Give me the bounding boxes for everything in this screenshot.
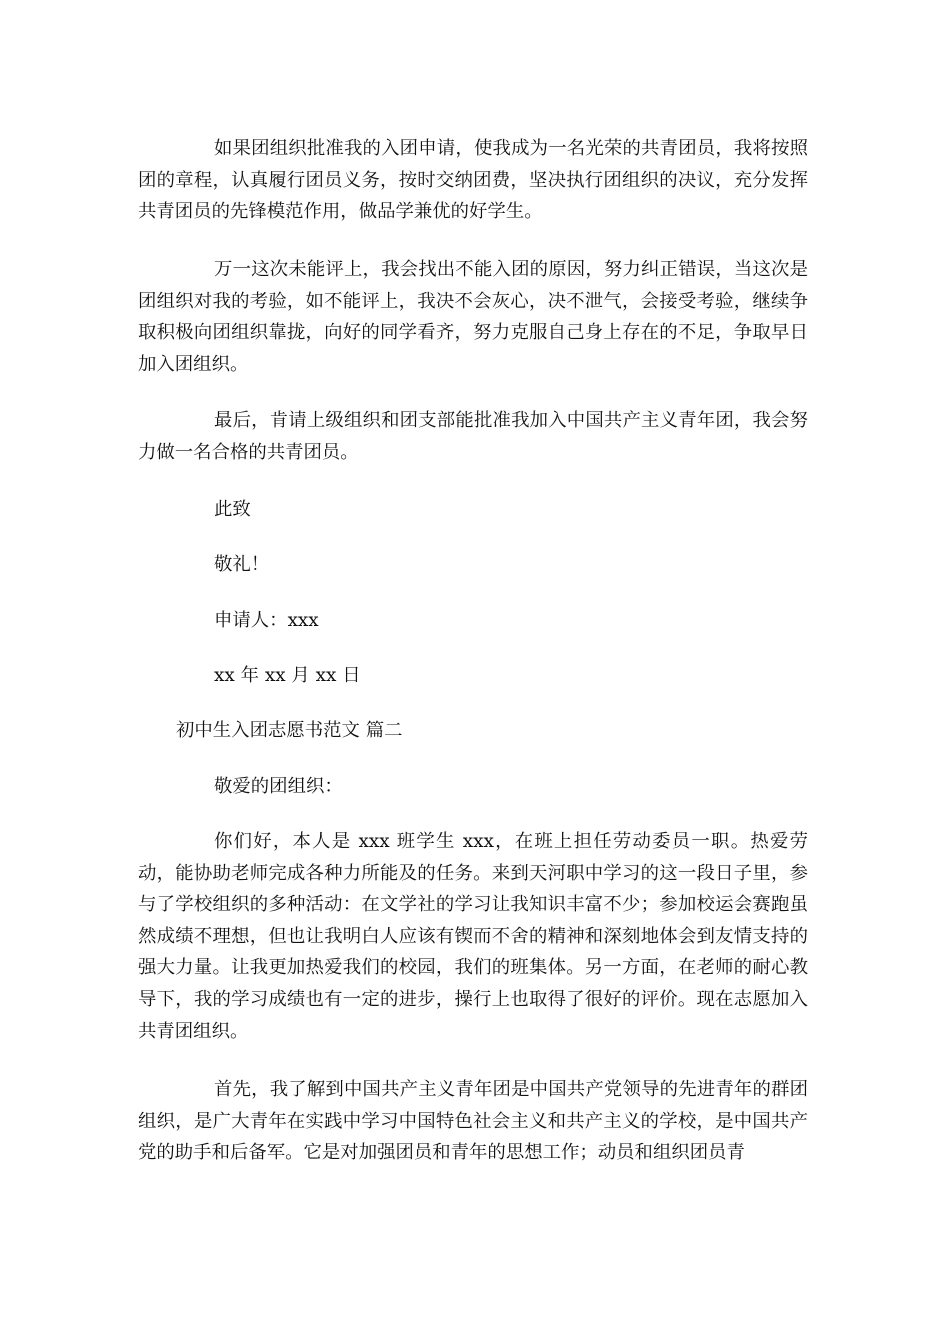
letter-date: xx 年 xx 月 xx 日 xyxy=(214,665,361,686)
applicant-signature: 申请人：xxx xyxy=(214,610,319,631)
closing-salute-2: 敬礼！ xyxy=(214,554,270,575)
greeting: 敬爱的团组织： xyxy=(214,776,343,797)
section-title: 初中生入团志愿书范文 篇二 xyxy=(176,720,403,741)
paragraph-if-not-approved: 万一这次未能评上，我会找出不能入团的原因，努力纠正错误，当这次是团组织对我的考验，如不能评上，我决不会灰心，决不泄气，会接受考验，继续争取积极向团组织靠拢，向好的同学看齐，努力克服自己身上存在的不足，争取早日加入团组织。 xyxy=(138,259,808,375)
paragraph-final-request: 最后，肯请上级组织和团支部能批准我加入中国共产主义青年团，我会努力做一名合格的共青团员。 xyxy=(138,410,808,463)
paragraph-understanding: 首先，我了解到中国共产主义青年团是中国共产党领导的先进青年的群团组织，是广大青年在实践中学习中国特色社会主义和共产主义的学校，是中国共产党的助手和后备军。它是对加强团员和青年的思想工作；动员和组织团员青 xyxy=(138,1079,808,1164)
paragraph-approval: 如果团组织批准我的入团申请，使我成为一名光荣的共青团员，我将按照团的章程，认真履行团员义务，按时交纳团费，坚决执行团组织的决议，充分发挥共青团员的先锋模范作用，做品学兼优的好学生。 xyxy=(138,138,808,223)
closing-salute-1: 此致 xyxy=(214,499,251,520)
paragraph-introduction: 你们好，本人是 xxx 班学生 xxx，在班上担任劳动委员一职。热爱劳动，能协助老师完成各种力所能及的任务。来到天河职中学习的这一段日子里，参与了学校组织的多种活动：在文学社的学习让我知识丰富不少；参加校运会赛跑虽然成绩不理想，但也让我明白人应该有锲而不舍的精神和深刻地体会到友情支持的强大力量。让我更加热爱我们的校园，我们的班集体。另一方面，在老师的耐心教导下，我的学习成绩也有一定的进步，操行上也取得了很好的评价。现在志愿加入共青团组织。 xyxy=(138,831,808,1042)
